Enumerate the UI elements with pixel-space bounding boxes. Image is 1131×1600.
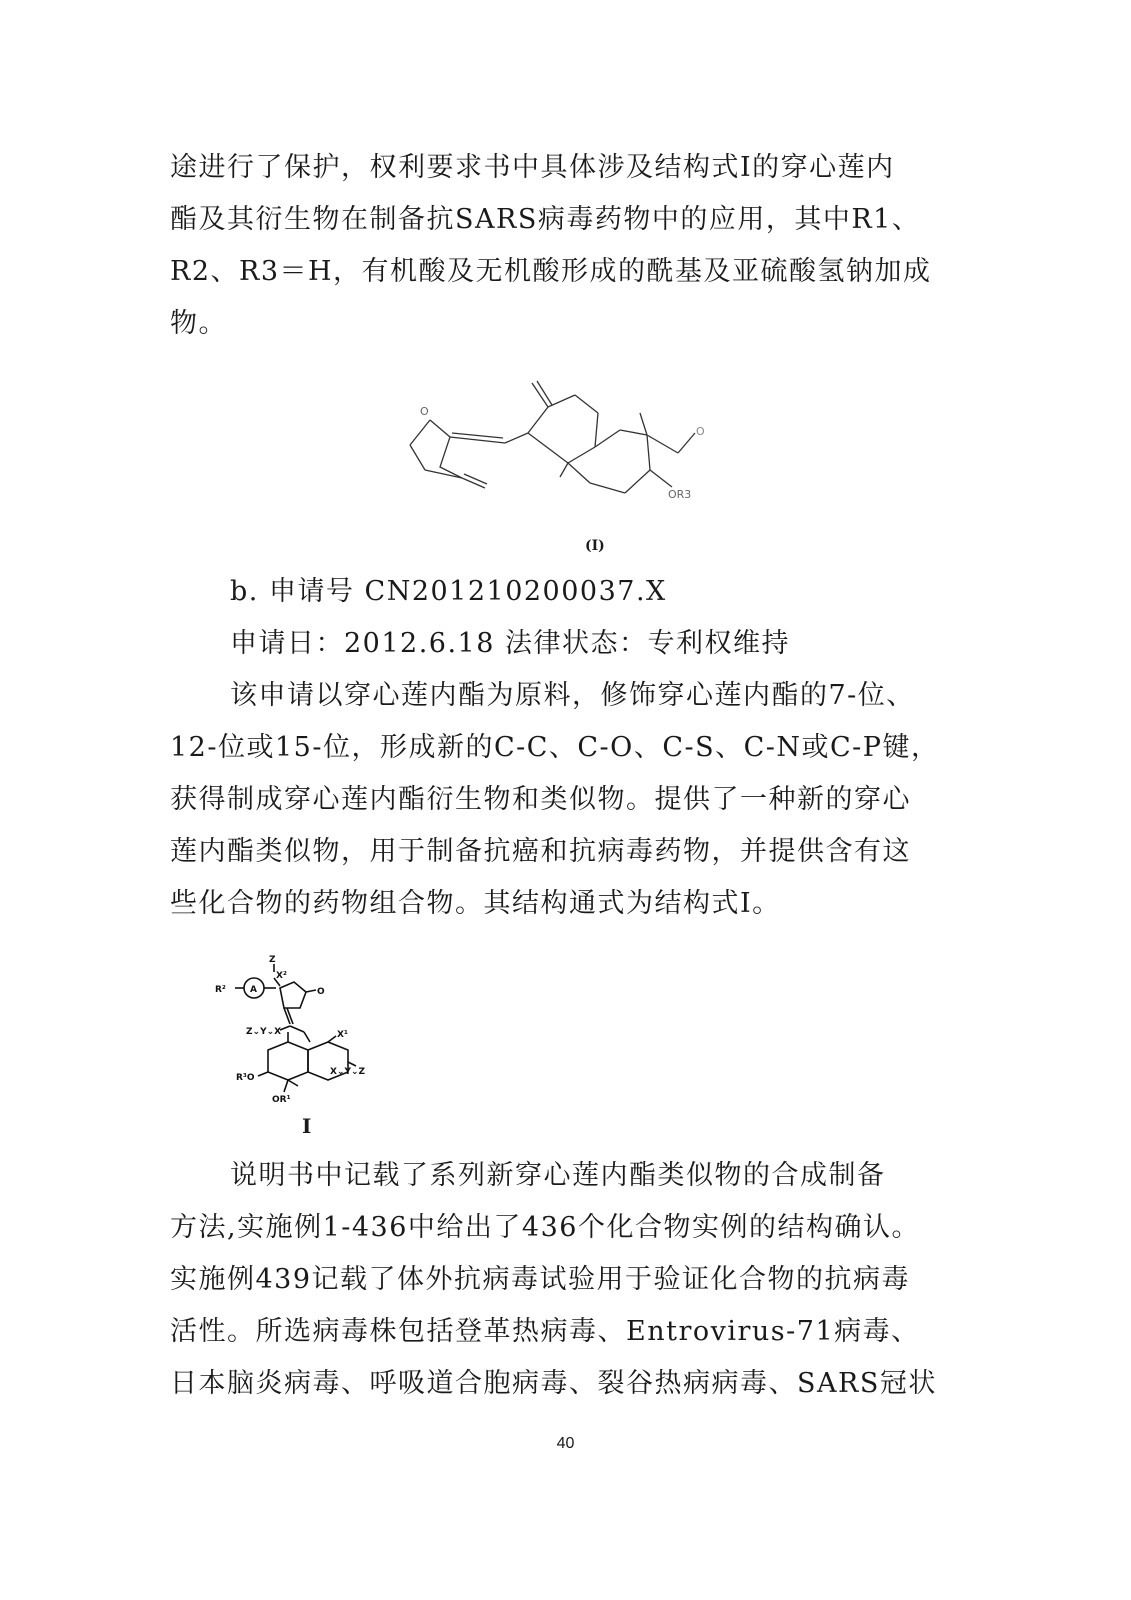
atom-label-r3o: R³O bbox=[236, 1073, 255, 1083]
atom-label-zyx-left: Z⌄Y⌄X bbox=[246, 1027, 282, 1037]
atom-label-carbonyl-o: O bbox=[317, 987, 325, 997]
atom-label-x2: X² bbox=[276, 971, 287, 981]
text-line: 物。 bbox=[170, 308, 227, 339]
chemical-structure-1 bbox=[400, 375, 730, 535]
text-line: 实施例439记载了体外抗病毒试验用于验证化合物的抗病毒 bbox=[170, 1264, 911, 1295]
text-line: 途进行了保护，权利要求书中具体涉及结构式Ⅰ的穿心莲内 bbox=[170, 152, 895, 183]
atom-label-x1: X¹ bbox=[337, 1030, 348, 1040]
ring-label-a: A bbox=[250, 985, 257, 995]
text-line: 方法,实施例1-436中给出了436个化合物实例的结构确认。 bbox=[170, 1212, 920, 1243]
text-line: 12-位或15-位，形成新的C-C、C-O、C-S、C-N或C-P键， bbox=[170, 732, 940, 763]
text-line: 活性。所选病毒株包括登革热病毒、Entrovirus-71病毒、 bbox=[170, 1316, 920, 1347]
chemical-structure-2 bbox=[210, 950, 385, 1115]
paragraph-claims bbox=[170, 142, 940, 350]
text-line: 酯及其衍生物在制备抗SARS病毒药物中的应用，其中R1、 bbox=[170, 204, 921, 235]
figure-caption-1: (I) bbox=[585, 538, 605, 554]
application-date-status: 申请日：2012.6.18 法律状态：专利权维持 bbox=[230, 628, 790, 659]
atom-label-z-top: Z bbox=[269, 955, 276, 965]
figure-caption-2: I bbox=[302, 1114, 312, 1138]
text-line: 该申请以穿心莲内酯为原料，修饰穿心莲内酯的7-位、 bbox=[230, 680, 915, 711]
atom-label-r2: R² bbox=[215, 985, 226, 995]
paragraph-description bbox=[170, 670, 940, 930]
atom-label-or1: OR¹ bbox=[272, 1095, 291, 1105]
structure-figure-2 bbox=[210, 950, 385, 1115]
atom-label-o-right: O bbox=[696, 425, 705, 438]
text-line: R2、R3＝H，有机酸及无机酸形成的酰基及亚硫酸氢钠加成 bbox=[170, 256, 932, 287]
page-number: 40 bbox=[556, 1435, 575, 1452]
structure-figure-1 bbox=[400, 375, 730, 535]
text-line: 获得制成穿心莲内酯衍生物和类似物。提供了一种新的穿心 bbox=[170, 784, 911, 815]
paragraph-examples bbox=[170, 1150, 940, 1410]
text-line: 些化合物的药物组合物。其结构通式为结构式Ⅰ。 bbox=[170, 888, 781, 919]
text-line: 说明书中记载了系列新穿心莲内酯类似物的合成制备 bbox=[230, 1160, 886, 1191]
text-line: 莲内酯类似物，用于制备抗癌和抗病毒药物，并提供含有这 bbox=[170, 836, 911, 867]
atom-label-o: O bbox=[420, 405, 429, 418]
atom-label-xyz-right: X⌄Y⌄Z bbox=[330, 1067, 366, 1077]
text-line: 日本脑炎病毒、呼吸道合胞病毒、裂谷热病病毒、SARS冠状 bbox=[170, 1368, 937, 1399]
application-number: b. 申请号 CN201210200037.X bbox=[230, 576, 667, 607]
atom-label-or3: OR3 bbox=[668, 488, 692, 501]
